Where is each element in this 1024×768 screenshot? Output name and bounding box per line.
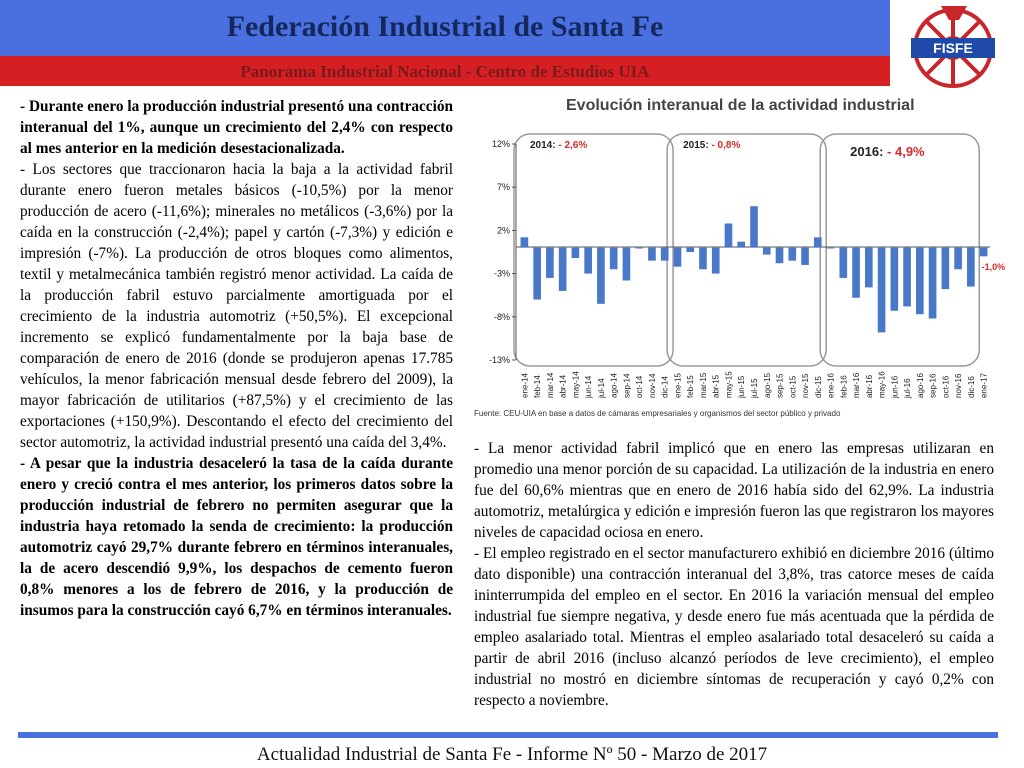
fisfe-logo-icon [905,2,1001,94]
annotation-value-1: - 0,8% [711,140,741,151]
y-tick-label: 2% [496,225,510,236]
annotation-year-2: 2016: - 4,9% [850,144,925,159]
x-tick-label: sep-16 [928,373,938,398]
bar-ene-14 [521,237,529,247]
x-tick-label: nov-16 [954,373,964,398]
bar-dic-16 [967,248,975,287]
bar-abr-14 [559,248,567,291]
bar-mar-14 [546,248,554,278]
bar-ago-16 [916,248,924,315]
x-tick-label: may-16 [877,371,887,398]
bar-jun-14 [584,248,592,274]
bar-mar-15 [699,248,707,270]
paragraph-sectors: - Los sectores que traccionaron hacia la baja a la actividad fabril durante enero fueron metales básicos (-10,5%) por la menor producción de acero (-11,6%); minerales no metálicos (-3,6%) por la caída en la construcción (-2,4%); papel y cartón (-7,3%) y edición e impresión (-7%). La producción de otros bloques como alimentos, textil y metalmecánica también registró menor actividad. La caída de la producción fabril estuvo parcialmente amortiguada por el crecimiento de la industria automotriz (+50,5%). El excepcional incremento se explicó fundamentalmente por la baja base de comparación de enero de 2016 (donde se produjeron apenas 17.785 vehículos, la menor fabricación mensual desde febrero del 2009), la mayor fabricación de utilitarios (+87,5%) y el crecimiento de las exportaciones (+150,9%). Descontando el efecto del crecimiento del sector automotriz, la actividad industrial presentó una caída del 3,4%. [20,161,453,451]
bar-oct-14 [635,248,643,249]
x-tick-label: ago-14 [609,373,619,398]
x-tick-label: jun-15 [737,375,747,398]
annotation-value-2: - 4,9% [887,144,925,159]
x-tick-label: jun-14 [584,375,594,398]
x-tick-label: nov-14 [647,373,657,398]
footer-divider [18,732,998,738]
x-tick-label: jul-14 [596,378,606,398]
x-tick-labels [520,371,988,399]
bar-sep-15 [776,248,784,264]
x-tick-label: oct-14 [635,375,645,398]
bar-feb-16 [839,248,847,278]
paragraph-capacity: - La menor actividad fabril implicó que en enero las empresas utilizaran en promedio una menor porción de su capacidad. La utilización de la industria en enero fue del 60,6% mientras que en enero de 2016 había sido del 62,9%. La industria automotriz, metalúrgica y edición e impresión fueron las que registraron los mayores niveles de capacidad ociosa en enero. [474,440,994,541]
chart-title: Evolución interanual de la actividad industrial [566,97,915,114]
x-tick-label: sep-15 [775,373,785,398]
annotation-value-0: - 2,6% [558,140,588,151]
bar-jun-15 [737,242,745,248]
x-tick-label: sep-14 [622,373,632,398]
bar-jul-15 [750,206,758,247]
x-tick-label: feb-14 [533,375,543,398]
bar-abr-16 [865,248,873,288]
x-tick-label: jul-15 [750,378,759,398]
paragraph-february: - A pesar que la industria desaceleró la tasa de la caída durante enero y creció contra el mes anterior, los primeros datos sobre la producción industrial de febrero no permiten asegurar que la industria haya retomado la senda de crecimiento: la producción automotriz cayó 29,7% durante febrero en términos interanuales, la de acero descendió 9,9%, los despachos de cemento fueron 0,8% menores a los de febrero de 2016, y la producción de insumos para la construcción cayó 6,7% en términos interanuales. [20,455,453,619]
activity-chart [466,90,1006,422]
bar-sep-16 [929,248,937,319]
y-tick-label: -3% [493,268,510,279]
bar-ene-17 [980,248,988,257]
logo-text: FISFE [933,40,973,56]
bar-feb-15 [686,248,694,252]
bar-ene-16 [827,248,835,249]
x-tick-label: dic-14 [660,376,670,398]
x-tick-label: abr-15 [711,374,721,398]
x-tick-label: abr-16 [864,374,874,398]
x-tick-label: ene-15 [673,373,683,398]
bar-ago-15 [763,248,771,255]
x-tick-label: ago-15 [762,373,772,398]
bar-may-16 [878,248,886,333]
x-tick-label: feb-16 [839,375,849,398]
end-value-label: -1,0% [981,262,1006,272]
x-tick-label: oct-15 [788,375,798,398]
bar-jul-14 [597,248,605,304]
bar-may-14 [572,248,580,258]
x-tick-label: may-14 [571,371,581,398]
y-tick-label: -13% [488,355,510,365]
bar-dic-14 [661,248,669,261]
bar-sep-14 [623,248,631,281]
page-subtitle: Panorama Industrial Nacional - Centro de Estudios UIA [240,62,650,81]
x-tick-label: jun-16 [890,375,900,398]
footer-text: Actualidad Industrial de Santa Fe - Informe Nº 50 - Marzo de 2017 [256,744,768,765]
bar-ene-15 [674,248,682,267]
bar-feb-14 [533,248,541,300]
bar-oct-15 [788,248,796,261]
bar-abr-15 [712,248,720,274]
right-text-column [474,438,994,711]
y-tick-label: 7% [496,182,510,193]
y-tick-label: -8% [493,311,510,322]
x-tick-label: oct-16 [941,375,951,398]
x-tick-label: feb-15 [686,375,696,398]
x-tick-label: ene-16 [826,373,836,398]
bar-nov-14 [648,248,656,261]
x-tick-label: may-15 [724,371,734,398]
x-tick-label: ene-14 [520,373,530,398]
x-tick-label: nov-15 [801,373,811,398]
x-tick-label: dic-15 [813,376,823,398]
annotation-year-0: 2014: - 2,6% [530,140,588,151]
x-tick-label: mar-14 [545,372,555,398]
x-tick-label: dic-16 [966,376,976,398]
y-tick-label: 12% [491,139,510,149]
bar-dic-15 [814,237,822,247]
left-text-column [20,96,453,621]
x-tick-label: ene-17 [979,373,989,398]
paragraph-employment: - El empleo registrado en el sector manufacturero exhibió en diciembre 2016 (último dato disponible) una contracción interanual del 3,8%, tras catorce meses de caída ininterrumpida del empleo en el sector. En 2016 la variación mensual del empleo industrial fue siempre negativa, y desde enero fue más acentuada que la pérdida de empleo asalariado total. Mientras el empleo asalariado total desaceleró su caída a partir de abril 2016 (incluso alcanzó períodos de leve crecimiento), el empleo industrial no mostró en diciembre síntomas de recuperación y cayó 0,2% con respecto a noviembre. [474,545,994,709]
x-tick-label: ago-16 [915,373,925,398]
bar-oct-16 [942,248,950,289]
bar-nov-16 [954,248,962,270]
bar-mar-16 [852,248,860,298]
x-tick-label: mar-15 [698,372,708,398]
bar-jul-16 [903,248,911,307]
paragraph-production: - Durante enero la producción industrial presentó una contracción interanual del 1%, aunque un crecimiento del 2,4% con respecto al mes anterior en la medición desestacionalizada. [20,98,453,157]
bar-nov-15 [801,248,809,265]
y-axis [489,139,516,365]
x-tick-label: jul-16 [903,378,913,398]
page-title: Federación Industrial de Santa Fe [226,10,664,43]
chart-source: Fuente: CEU-UIA en base a datos de cámaras empresariales y organismos del sector público y privado [474,409,841,418]
bar-ago-14 [610,248,618,270]
bar-may-15 [725,223,733,247]
x-tick-label: abr-14 [558,374,568,398]
bar-jun-16 [890,248,898,311]
annotation-year-1: 2015: - 0,8% [683,140,741,151]
bars [521,206,988,332]
x-tick-label: mar-16 [852,372,862,398]
